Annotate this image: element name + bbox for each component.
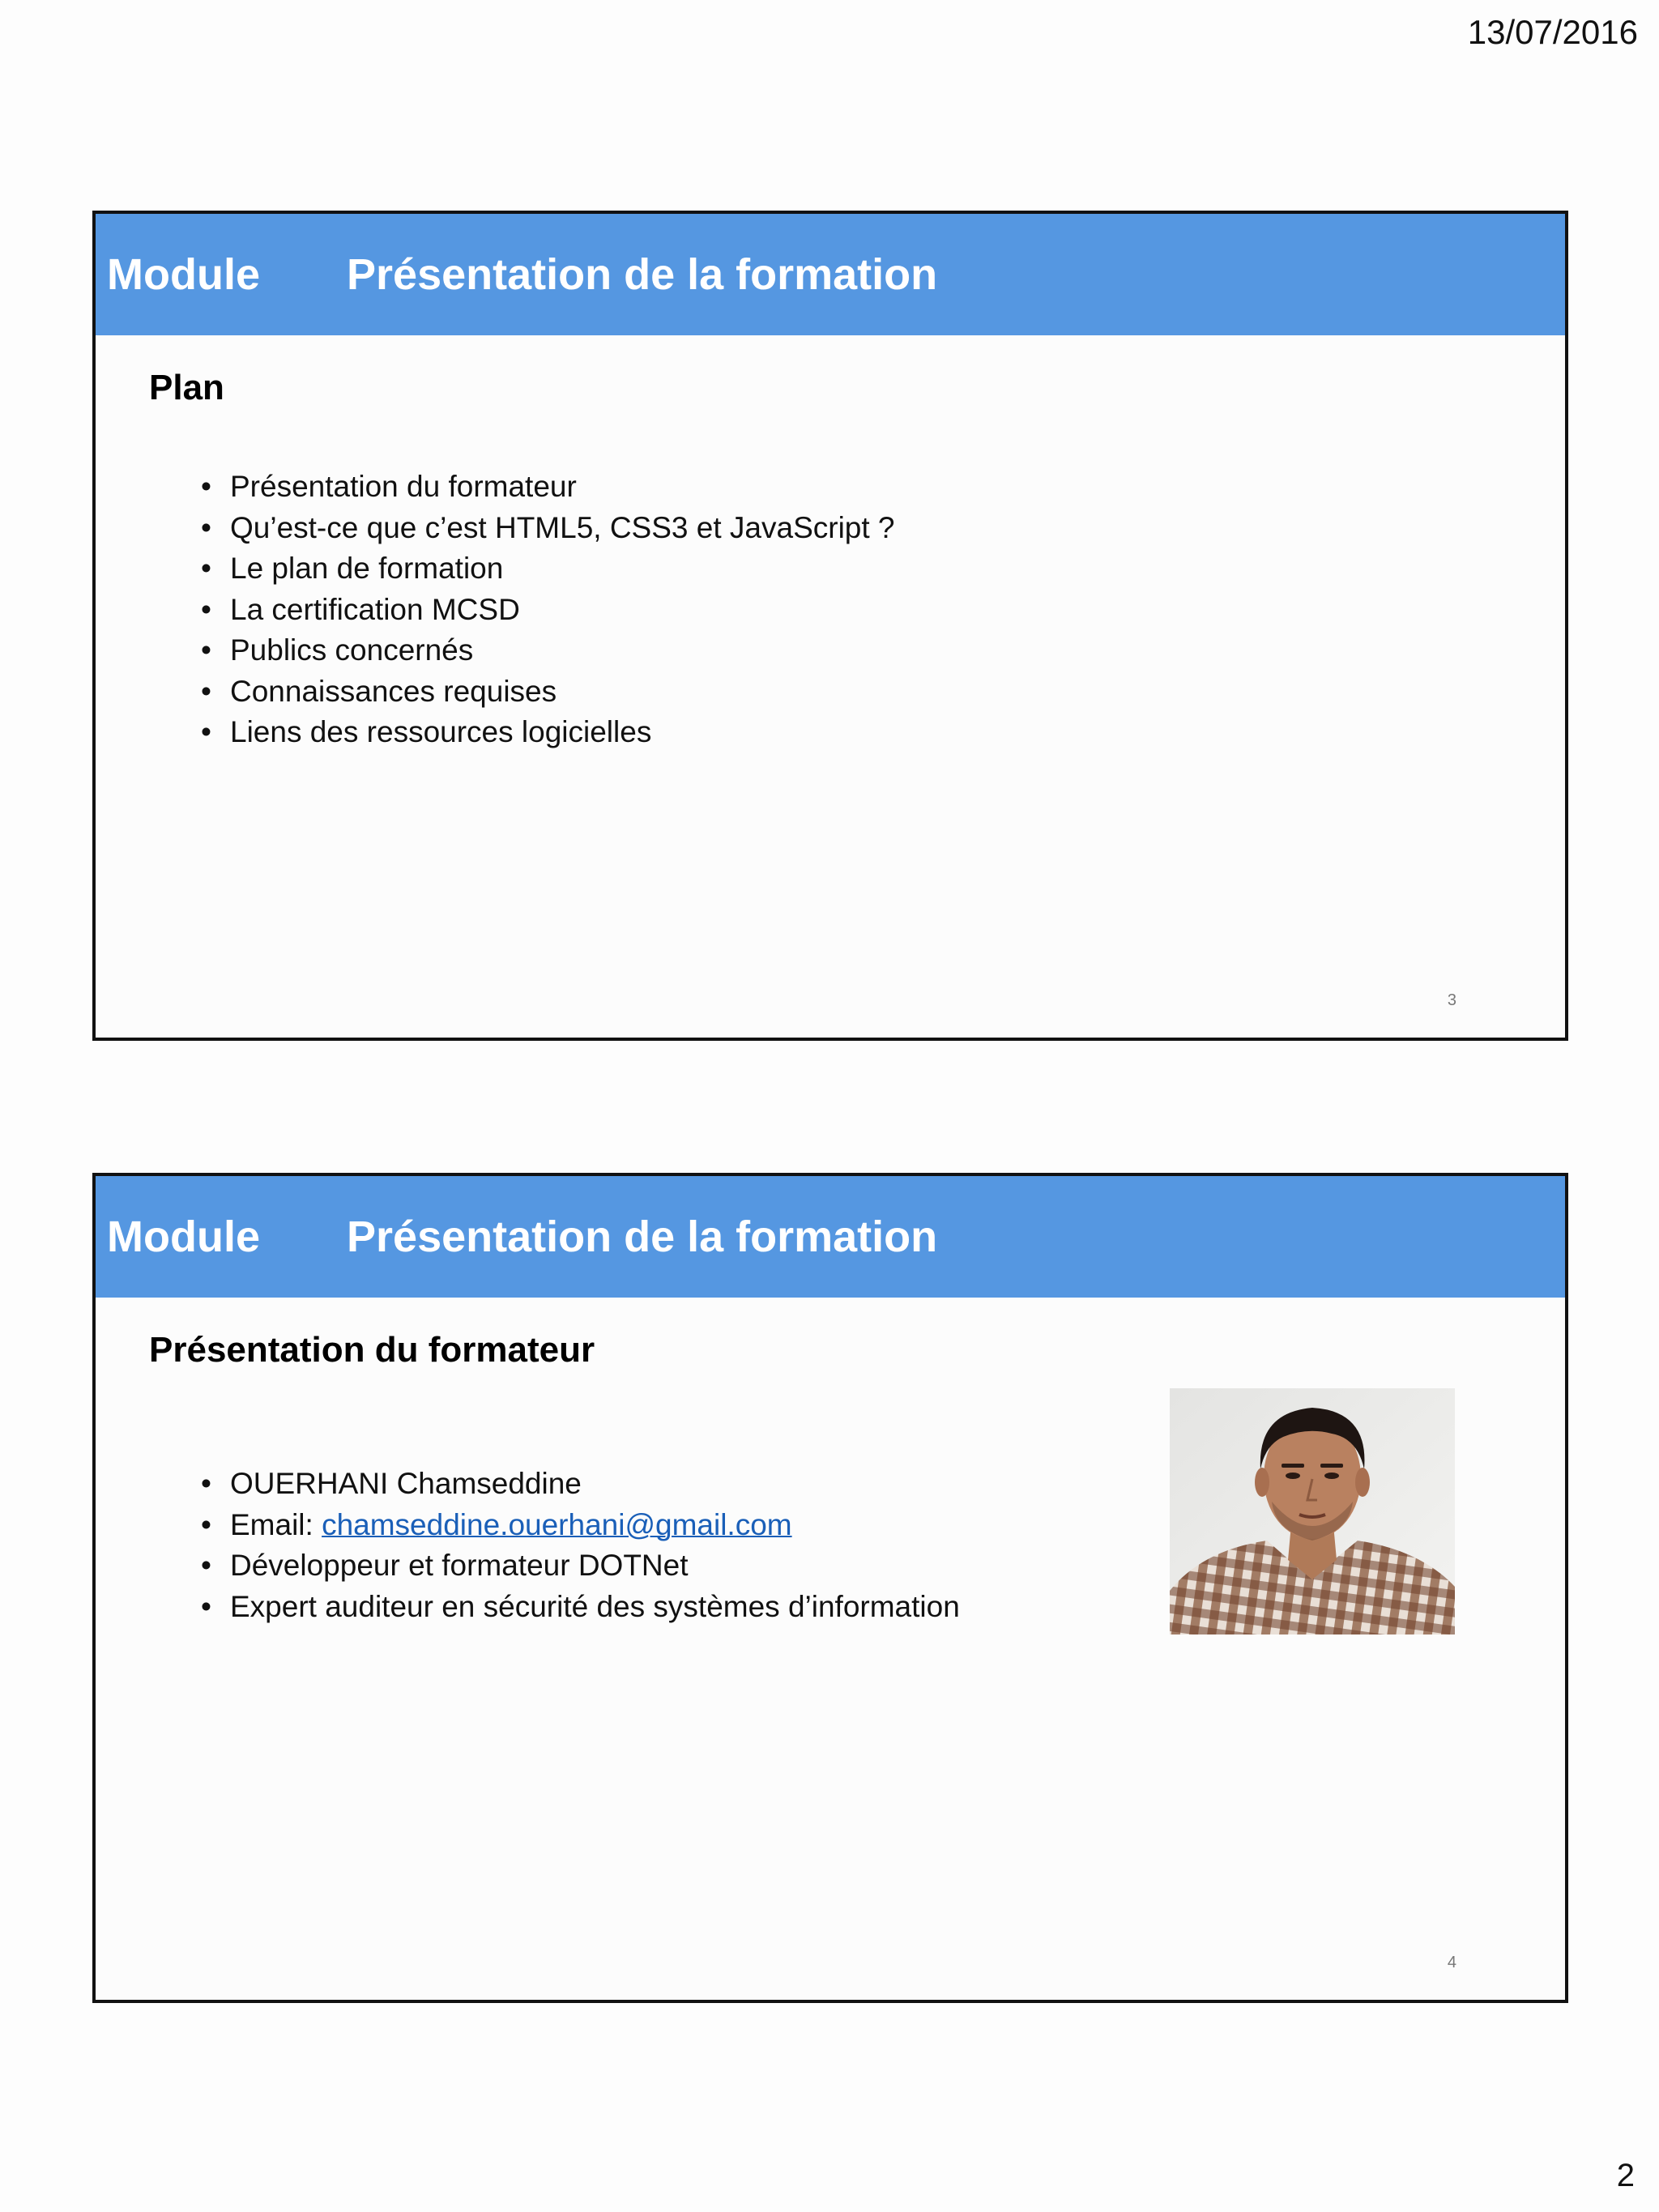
page-date: 13/07/2016 xyxy=(1467,13,1638,51)
bullet-item: • Publics concernés xyxy=(201,630,895,671)
slide-trainer xyxy=(92,1173,1568,2003)
trainer-bullet-list xyxy=(201,1464,960,1627)
bullet-item: • Le plan de formation xyxy=(201,548,895,590)
plan-bullet-list xyxy=(201,467,895,753)
slide-header xyxy=(96,1176,1565,1298)
bullet-item: • Connaissances requises xyxy=(201,671,895,713)
module-label: Module xyxy=(107,250,260,299)
bullet-item: • Qu’est-ce que c’est HTML5, CSS3 et JavaScript ? xyxy=(201,508,895,549)
email-link[interactable]: chamseddine.ouerhani@gmail.com xyxy=(322,1507,792,1541)
slide-subtitle: Plan xyxy=(149,368,224,407)
trainer-photo xyxy=(1170,1388,1455,1634)
bullet-item-email xyxy=(201,1505,960,1546)
email-label: Email: xyxy=(230,1507,322,1541)
bullet-item: • Développeur et formateur DOTNet xyxy=(201,1545,960,1587)
slide-header xyxy=(96,214,1565,335)
module-label: Module xyxy=(107,1213,260,1261)
slide-plan xyxy=(92,211,1568,1041)
portrait-image xyxy=(1170,1388,1455,1634)
bullet-item: • Liens des ressources logicielles xyxy=(201,712,895,753)
slide-number: 3 xyxy=(1447,991,1456,1009)
page-number: 2 xyxy=(1616,2158,1635,2193)
bullet-item: • La certification MCSD xyxy=(201,590,895,631)
slide-title: Présentation de la formation xyxy=(347,1213,938,1261)
bullet-item: • Expert auditeur en sécurité des systèmes d’information xyxy=(201,1587,960,1628)
slide-subtitle: Présentation du formateur xyxy=(149,1330,595,1370)
slide-number: 4 xyxy=(1447,1954,1456,1971)
bullet-item: • OUERHANI Chamseddine xyxy=(201,1464,960,1505)
bullet-item: • Présentation du formateur xyxy=(201,467,895,508)
slide-title: Présentation de la formation xyxy=(347,250,938,299)
